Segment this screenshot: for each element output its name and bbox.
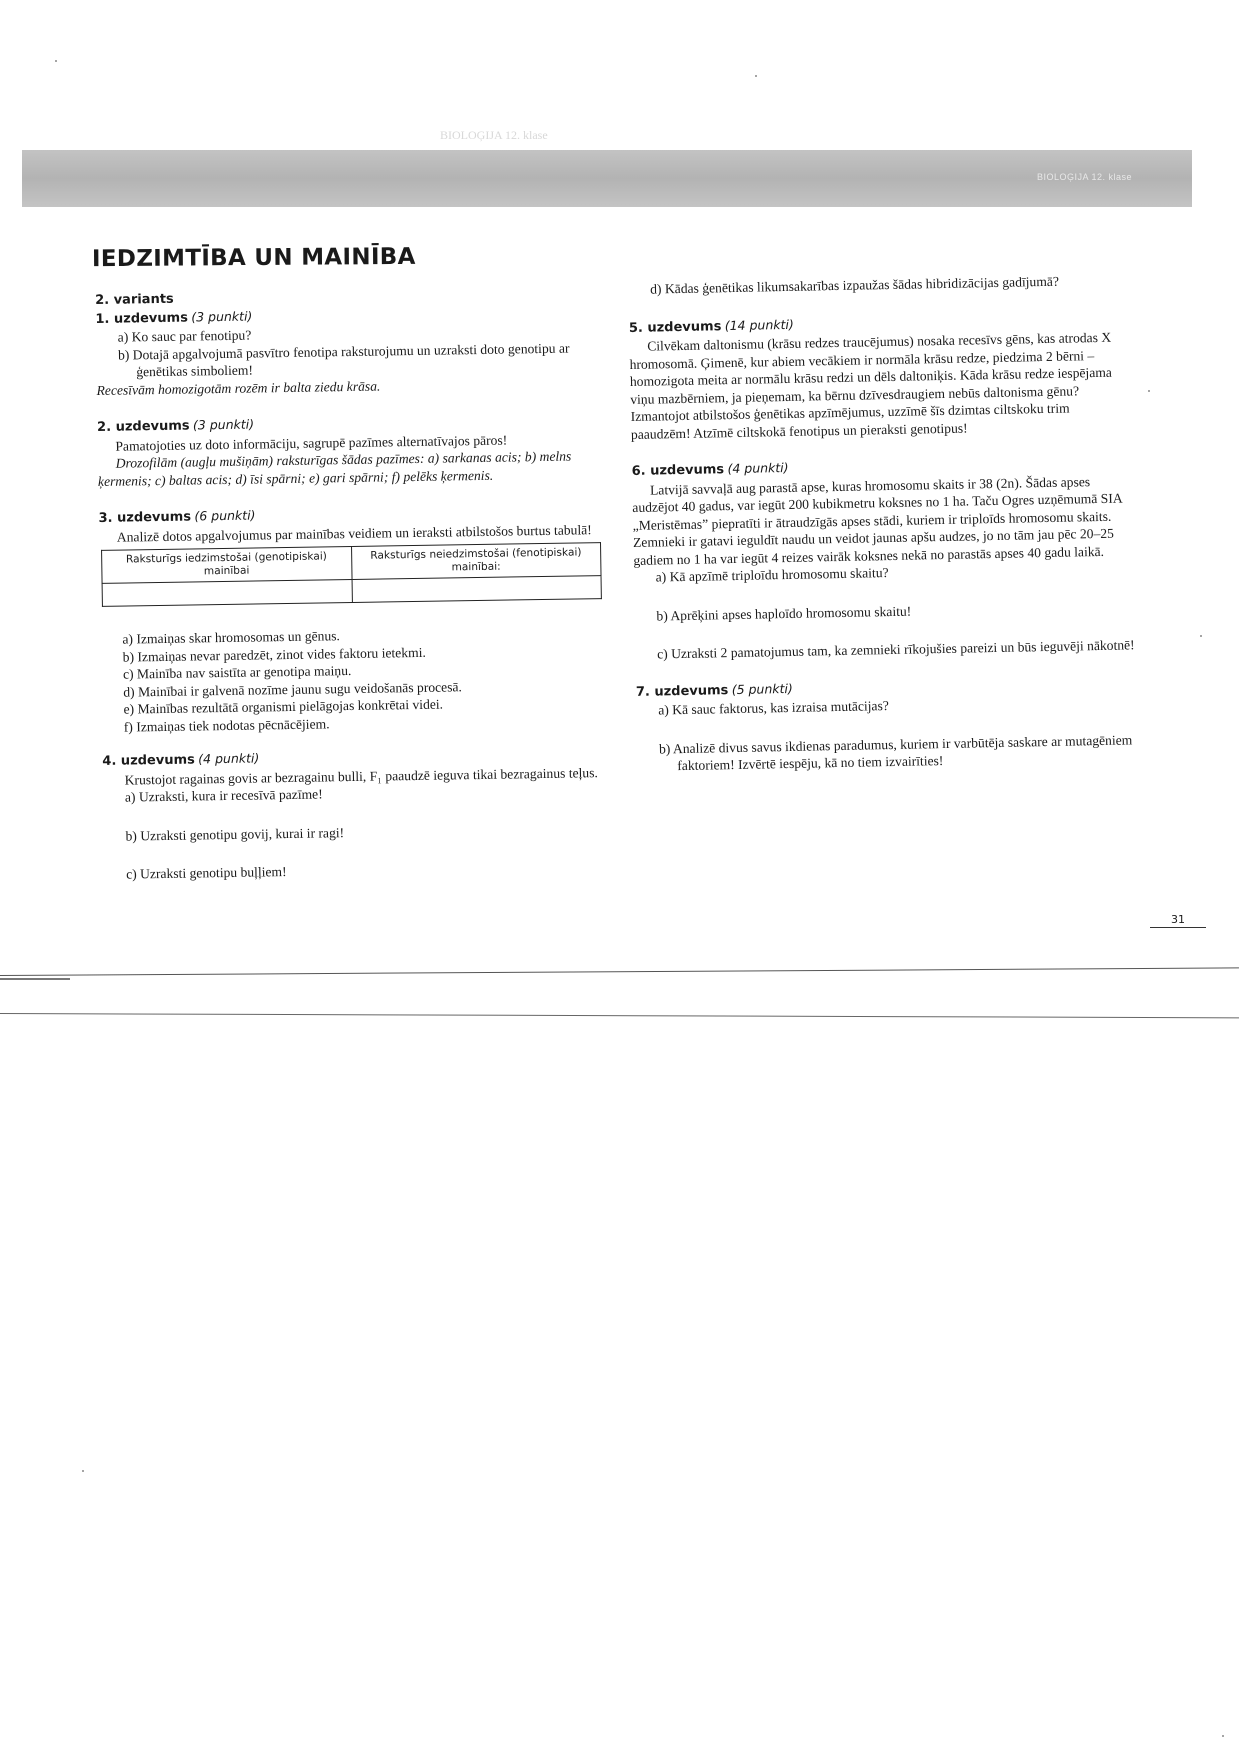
task-3-statement-f: f) Izmaiņas tiek nodotas pēcnācējiem. <box>123 715 330 735</box>
task-4-question-b: b) Uzraksti genotipu govij, kurai ir ragi! <box>125 824 345 844</box>
task-2-statement: Drozofilām (augļu mušiņām) raksturīgas šādas pazīmes: a) sarkanas acis; b) melns ķermenis; c) baltas acis; d) īsi spārni; e) gari spārni; f) pelēks ķermenis. <box>97 448 572 489</box>
task-2 <box>97 410 603 490</box>
task-5-title: 5. uzdevums <box>628 318 722 336</box>
table-header-phenotypic: Raksturīgs neiedzimstošai (fenotipiskai) mainībai: <box>351 543 601 580</box>
scan-edge-line-lower <box>0 1013 1239 1018</box>
variant-label: 2. variants <box>95 291 174 308</box>
task-5-points: (14 punkti) <box>724 316 794 333</box>
task-7-title: 7. uzdevums <box>635 682 729 700</box>
task-1-points: (3 punkti) <box>191 308 253 324</box>
task-3-statement-d: d) Mainībai ir galvenā nozīme jaunu sugu veidošanās procesā. <box>123 678 462 700</box>
task-5-text: Cilvēkam daltonismu (krāsu redzes traucējumus) nosaka recesīvs gēns, kas atrodas X hromosomā. Ģimenē, kur abiem vecākiem ir normāla krāsu redze, piedzima 2 bērni – homozigota meita ar normālu krāsu redzi un dēls daltoniķis. Kāda krāsu redze iespējama viņu mazbērniem, ja pieņemam, ka bērnu dzīvesdraugiem nebūs daltonisma gēnu? Izmantojot atbilstošos ģenētikas apzīmējumus, uzzīmē šīs dzimtas ciltskoku trim paaudzēm! Atzīmē ciltskokā fenotipus un pieraksti genotipus! <box>629 329 1113 442</box>
task-6-question-b: b) Aprēķini apses haploīdo hromosomu skaitu! <box>656 603 912 624</box>
task-4-title: 4. uzdevums <box>102 752 195 769</box>
task-7-points: (5 punkti) <box>731 680 793 697</box>
left-column <box>95 284 610 902</box>
task-4 <box>102 744 609 883</box>
task-2-title: 2. uzdevums <box>97 418 190 435</box>
task-6-points: (4 punkti) <box>727 459 789 477</box>
scan-edge-line-upper <box>0 967 1239 976</box>
task-5 <box>629 309 1131 443</box>
task-3 <box>98 501 607 736</box>
bleed-through-text: BIOLOĢIJA 12. klase <box>440 128 548 142</box>
task-4-intro: Krustojot ragainas govis ar bezragainu bulli, F₁ paaudzē ieguva tikai bezragainus teļus. <box>124 764 598 788</box>
task-7-question-b: b) Analizē divus savus ikdienas paradumus, kuriem ir varbūtēja saskare ar mutagēniem faktoriem! Izvērtē iespēju, kā no tiem izvairīties! <box>658 731 1133 774</box>
task-3-statement-a: a) Izmaiņas skar hromosomas un gēnus. <box>122 628 340 647</box>
task-4-question-a: a) Uzraksti, kura ir recesīvā pazīme! <box>124 786 323 805</box>
task-6-title: 6. uzdevums <box>631 462 725 479</box>
task-1 <box>95 302 601 399</box>
header-band-tag: BIOLOĢIJA 12. klase <box>1036 172 1132 182</box>
scan-speck <box>1148 390 1150 392</box>
task-4-question-c: c) Uzraksti genotipu buļļiem! <box>126 864 287 882</box>
task-7 <box>636 673 1138 776</box>
task-4-points: (4 punkti) <box>198 750 260 767</box>
header-band <box>22 150 1192 207</box>
task-3-statement-e: e) Mainības rezultātā organismi pielāgojas konkrētai videi. <box>123 696 444 717</box>
task-3-answer-table <box>101 542 602 607</box>
task-7-question-a: a) Kā sauc faktorus, kas izraisa mutācijas? <box>658 698 889 718</box>
task-6-text: Latvijā savvaļā aug parastā apse, kuras hromosomu skaits ir 38 (2n). Šādas apses audzējot 40 gadus, var iegūt 200 kubikmetru koksnes no 1 ha. Taču Ogres uzņēmumā SIA „Meristēmas” piepratīti ir ātraudzīgās apses stādi, kuriem ir triploīds hromosomu skaits. Zemnieki ir gatavi ieguldīt naudu un veidot jaunas apšu audzes, jo no tām jau pēc 20–25 gadiem no 1 ha var iegūt 4 reizes vairāk koksnes nekā no parastās apses 40 gadu laikā. <box>632 473 1122 568</box>
task-6 <box>631 452 1135 663</box>
task-2-intro: Pamatojoties uz doto informāciju, sagrupē pazīmes alternatīvajos pāros! <box>115 432 508 454</box>
task-2-points: (3 punkti) <box>192 416 255 433</box>
task-3-intro: Analizē dotos apgalvojumus par mainības veidiem un ieraksti atbilstošos burtus tabulā! <box>116 521 592 545</box>
table-header-genotypic: Raksturīgs iedzimstošai (genotipiskai) mainībai <box>102 547 352 584</box>
table-cell-phenotypic[interactable] <box>352 576 602 603</box>
page-title: IEDZIMTĪBA UN MAINĪBA <box>91 243 416 273</box>
task-1-title: 1. uzdevums <box>95 310 188 327</box>
page-number: 31 <box>1150 913 1206 928</box>
scan-speck <box>1200 635 1202 637</box>
scan-speck <box>1222 1735 1224 1737</box>
task-4-question-d: d) Kādas ģenētikas likumsakarības izpaužas šādas hibridizācijas gadījumā? <box>650 273 1060 297</box>
scan-speck <box>755 75 757 77</box>
right-column <box>628 271 1138 794</box>
task-3-points: (6 punkti) <box>194 507 256 524</box>
task-1-statement: Recesīvām homozigotām rozēm ir balta ziedu krāsa. <box>96 378 381 398</box>
task-1-question-a: a) Ko sauc par fenotipu? <box>117 327 252 345</box>
scan-speck <box>82 1470 84 1472</box>
table-cell-genotypic[interactable] <box>102 580 352 607</box>
scan-speck <box>55 60 57 62</box>
task-3-title: 3. uzdevums <box>98 509 192 526</box>
task-1-question-b: b) Dotajā apgalvojumā pasvītro fenotipa raksturojumu un uzraksti doto genotipu ar ģenētikas simboliem! <box>117 340 570 380</box>
task-6-question-c: c) Uzraksti 2 pamatojumus tam, ka zemnieki rīkojušies pareizi un būs ieguvēji nākotnē! <box>657 637 1135 662</box>
scan-edge-mark <box>0 978 70 980</box>
task-6-question-a: a) Kā apzīmē triploīdu hromosomu skaitu? <box>655 565 889 585</box>
task-3-statement-c: c) Mainība nav saistīta ar genotipa maiņu. <box>122 663 352 682</box>
task-3-statement-b: b) Izmaiņas nevar paredzēt, zinot vides faktoru ietekmi. <box>122 644 426 665</box>
